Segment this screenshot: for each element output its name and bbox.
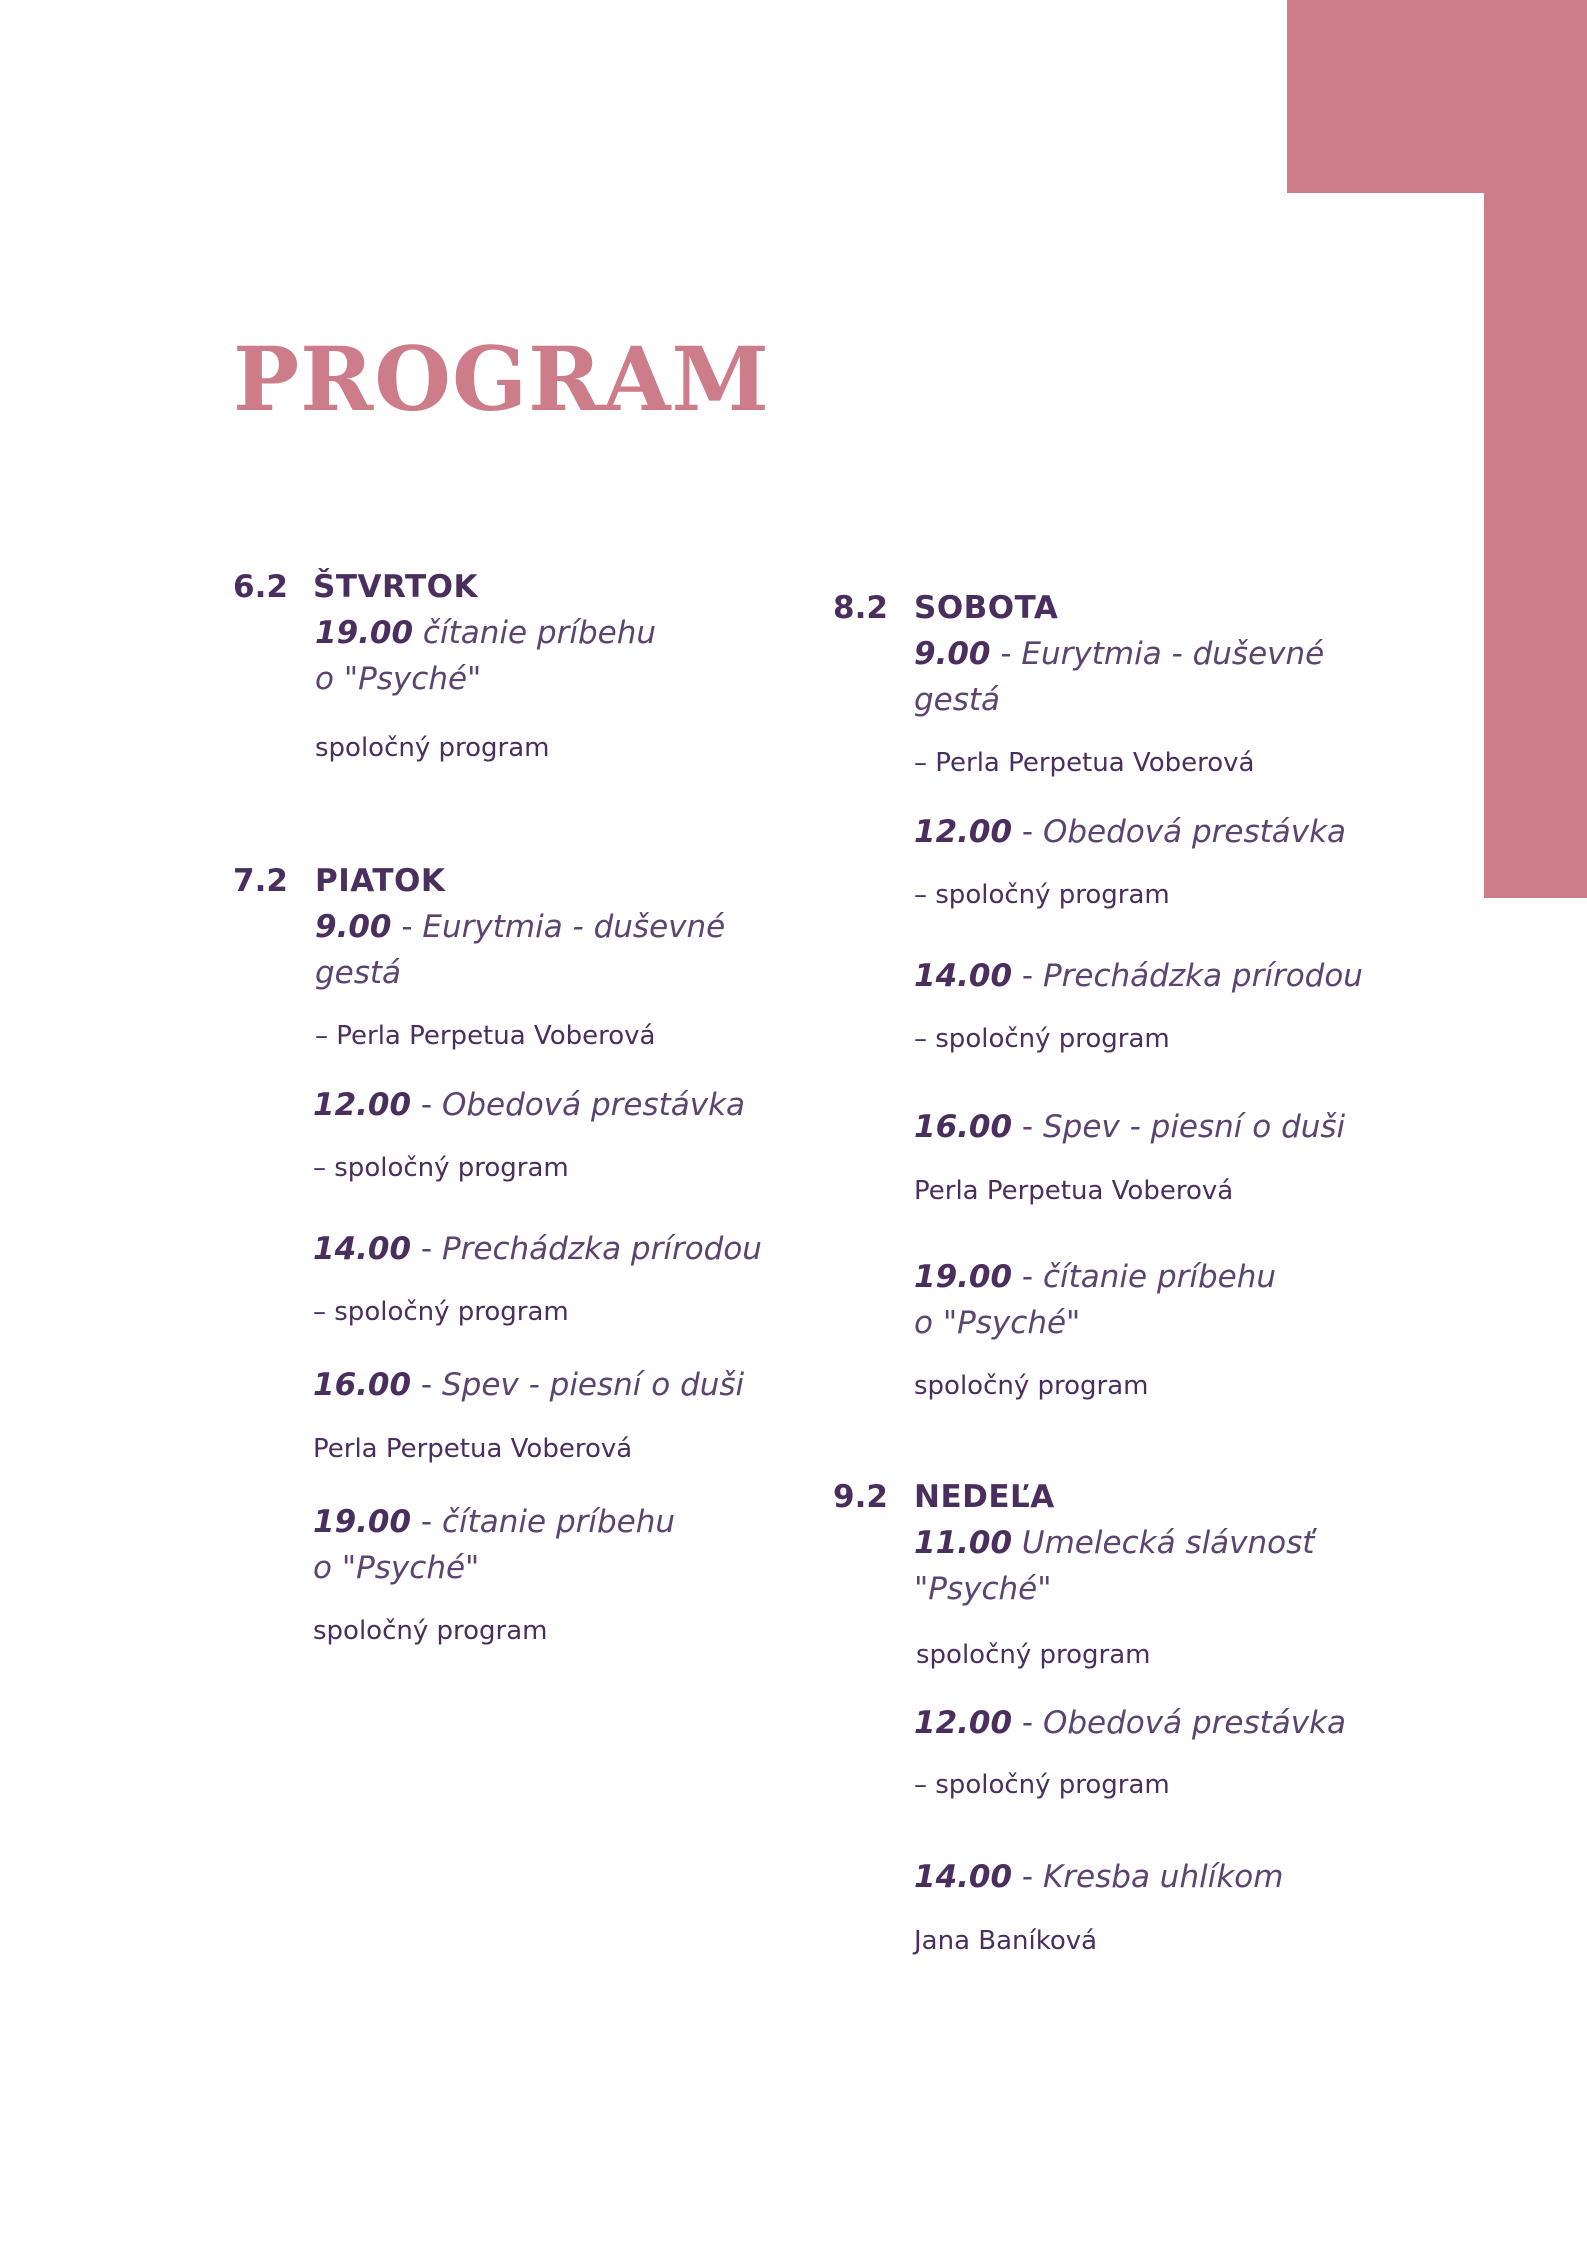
- event-title: 19.00 - čítanie príbehu o "Psyché": [914, 1254, 1276, 1346]
- event-title: 9.00 - Eurytmia - duševné gestá: [315, 904, 725, 996]
- day-date: 7.2: [233, 863, 288, 899]
- event-title: 12.00 - Obedová prestávka: [914, 1705, 1347, 1741]
- event-time: 19.00: [313, 1504, 412, 1540]
- page-title: PROGRAM: [233, 327, 770, 431]
- event-description: čítanie príbehu: [422, 615, 656, 651]
- event-presenter: spoločný program: [313, 1616, 548, 1646]
- event-presenter: Perla Perpetua Voberová: [914, 1176, 1234, 1206]
- event-presenter: Perla Perpetua Voberová: [313, 1434, 633, 1464]
- event-title: 9.00 - Eurytmia - duševné gestá: [914, 631, 1324, 723]
- event-time: 19.00: [914, 1259, 1013, 1295]
- event-presenter: spoločný program: [916, 1640, 1151, 1670]
- event-title: [315, 610, 656, 702]
- day-name: PIATOK: [315, 863, 446, 899]
- event-title: 12.00 - Obedová prestávka: [313, 1087, 746, 1123]
- day-date: 9.2: [833, 1479, 888, 1515]
- event-description-cont: gestá: [315, 955, 402, 991]
- event-description-cont: gestá: [914, 682, 1001, 718]
- event-presenter: Jana Baníková: [914, 1926, 1098, 1956]
- event-description: Spev - piesní o duši: [441, 1367, 745, 1403]
- day-name: NEDEĽA: [914, 1479, 1055, 1515]
- event-time: 12.00: [313, 1087, 412, 1123]
- event-description: Obedová prestávka: [441, 1087, 746, 1123]
- event-presenter: spoločný program: [914, 1371, 1149, 1401]
- event-description: Prechádzka prírodou: [441, 1231, 762, 1267]
- event-time: 12.00: [914, 1705, 1013, 1741]
- event-presenter: – Perla Perpetua Voberová: [914, 748, 1255, 778]
- event-presenter: spoločný program: [315, 733, 550, 763]
- event-description: Eurytmia - duševné: [1021, 636, 1325, 672]
- event-description: Prechádzka prírodou: [1042, 958, 1363, 994]
- event-title: 14.00 - Kresba uhlíkom: [914, 1859, 1284, 1895]
- event-presenter: – spoločný program: [914, 1770, 1170, 1800]
- event-time: 9.00: [914, 636, 991, 672]
- event-description: Spev - piesní o duši: [1042, 1109, 1346, 1145]
- event-time: 14.00: [914, 1859, 1013, 1895]
- event-description-cont: o "Psyché": [313, 1550, 480, 1586]
- event-time: 14.00: [313, 1231, 412, 1267]
- event-time: 16.00: [313, 1367, 412, 1403]
- event-description: Eurytmia - duševné: [422, 909, 726, 945]
- event-time: 9.00: [315, 909, 392, 945]
- event-presenter: – spoločný program: [313, 1153, 569, 1183]
- decorative-side-bar: [1484, 0, 1587, 898]
- event-description-cont: o "Psyché": [914, 1305, 1081, 1341]
- event-title: 12.00 - Obedová prestávka: [914, 814, 1347, 850]
- event-time: 19.00: [315, 615, 414, 651]
- event-description: čítanie príbehu: [441, 1504, 676, 1540]
- event-description: Umelecká slávnosť: [1021, 1525, 1315, 1561]
- event-title: 16.00 - Spev - piesní o duši: [313, 1367, 745, 1403]
- event-title: [914, 1520, 1314, 1612]
- event-description-cont: "Psyché": [914, 1571, 1052, 1607]
- event-time: 14.00: [914, 958, 1013, 994]
- event-description-cont: o "Psyché": [315, 661, 482, 697]
- day-date: 8.2: [833, 590, 888, 626]
- event-description: Obedová prestávka: [1042, 1705, 1347, 1741]
- event-title: 16.00 - Spev - piesní o duši: [914, 1109, 1346, 1145]
- event-title: 14.00 - Prechádzka prírodou: [914, 958, 1363, 994]
- event-description: čítanie príbehu: [1042, 1259, 1277, 1295]
- day-name: ŠTVRTOK: [313, 569, 478, 605]
- event-title: 19.00 - čítanie príbehu o "Psyché": [313, 1499, 675, 1591]
- event-description: Obedová prestávka: [1042, 814, 1347, 850]
- event-presenter: – spoločný program: [313, 1297, 569, 1327]
- event-presenter: – spoločný program: [914, 880, 1170, 910]
- event-time: 16.00: [914, 1109, 1013, 1145]
- day-name: SOBOTA: [914, 590, 1059, 626]
- event-presenter: – spoločný program: [914, 1024, 1170, 1054]
- event-presenter: – Perla Perpetua Voberová: [315, 1021, 656, 1051]
- day-date: 6.2: [233, 569, 288, 605]
- event-time: 11.00: [914, 1525, 1013, 1561]
- event-description: Kresba uhlíkom: [1042, 1859, 1284, 1895]
- event-title: 14.00 - Prechádzka prírodou: [313, 1231, 762, 1267]
- event-time: 12.00: [914, 814, 1013, 850]
